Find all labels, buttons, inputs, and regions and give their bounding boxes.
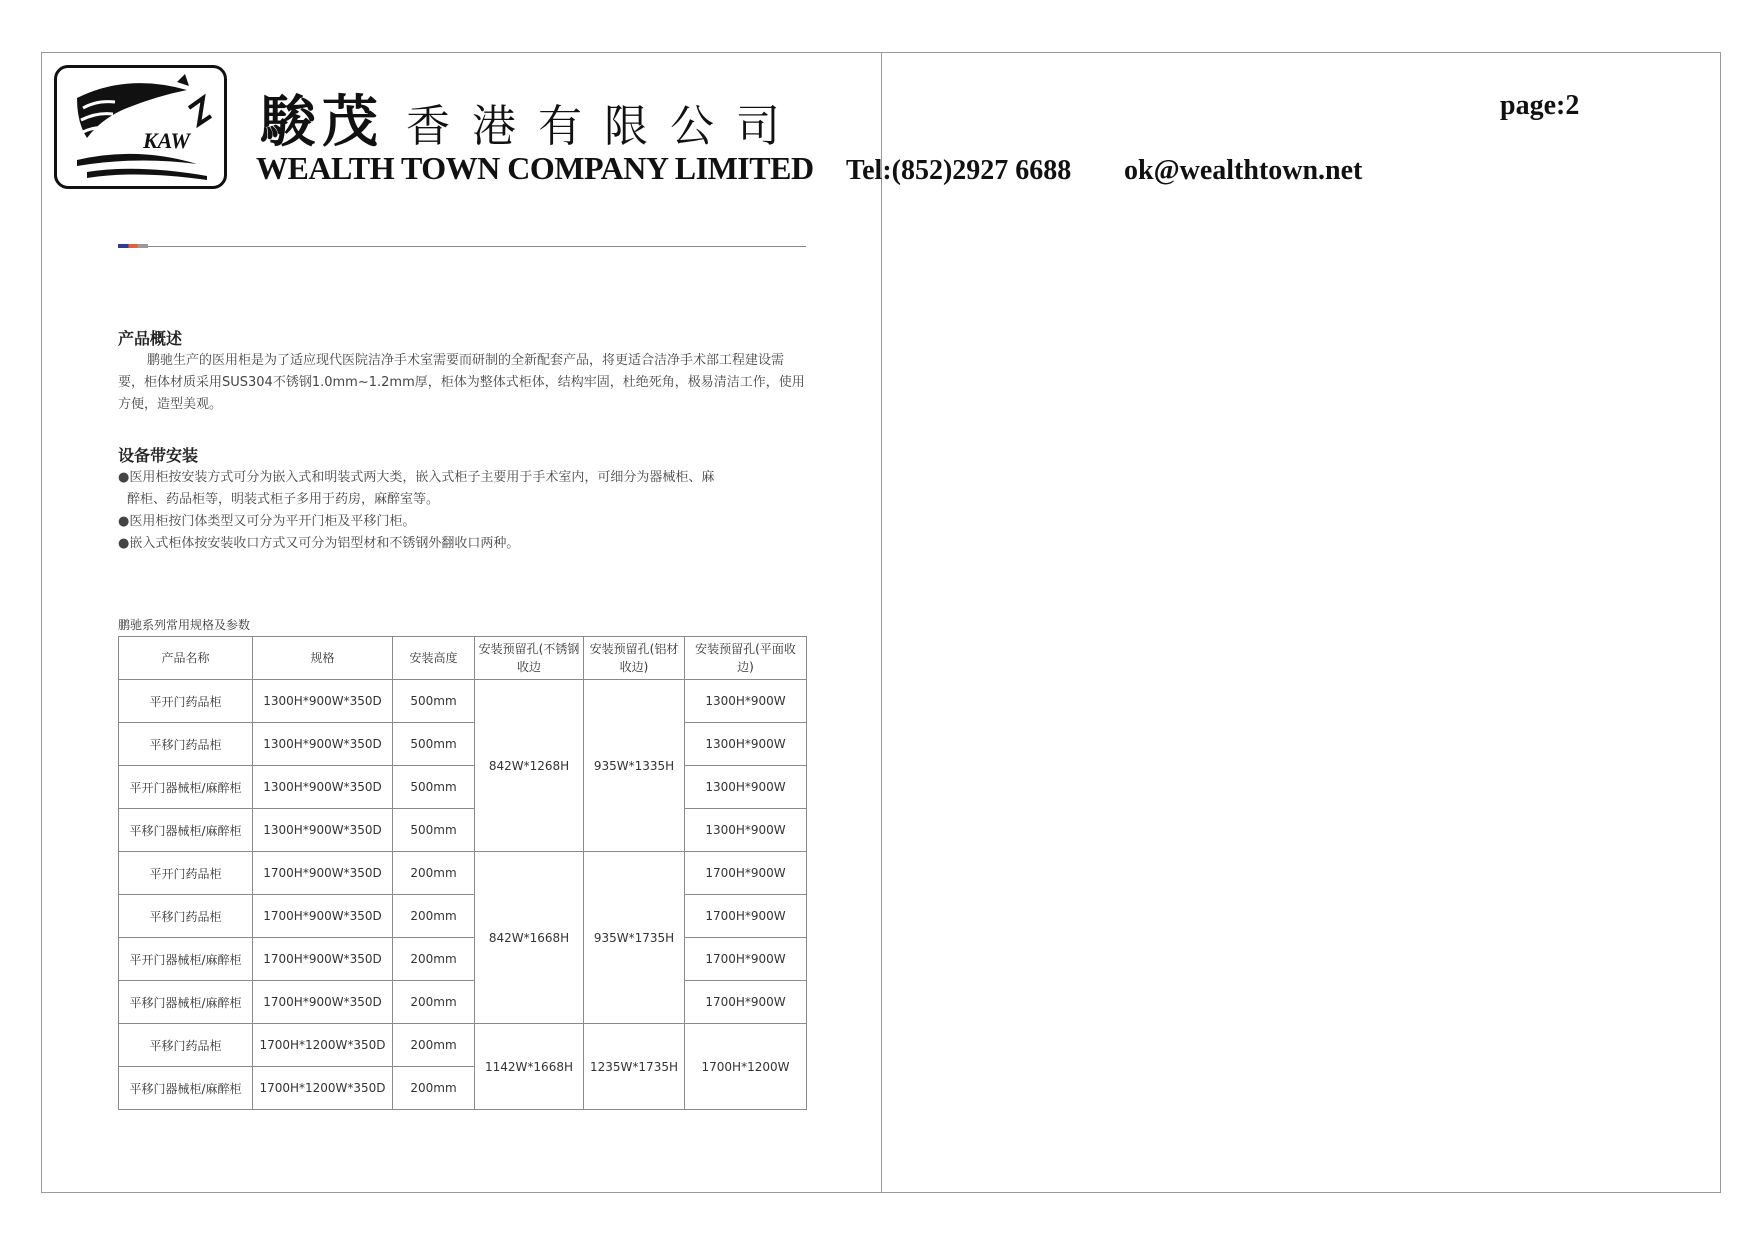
cell-spec: 1700H*900W*350D	[253, 981, 393, 1024]
company-name-cn	[260, 78, 802, 158]
company-name-cn-main: 駿茂	[260, 89, 384, 155]
header-spec: 规格	[253, 637, 393, 680]
cell-height: 200mm	[393, 1024, 475, 1067]
cell-height: 500mm	[393, 723, 475, 766]
cell-name: 平移门器械柜/麻醉柜	[119, 809, 253, 852]
cell-hole-flat: 1700H*900W	[685, 852, 807, 895]
cell-hole-al: 1235W*1735H	[584, 1024, 685, 1110]
header-hole-al: 安装预留孔(铝材收边)	[584, 637, 685, 680]
company-tel: Tel:(852)2927 6688	[846, 155, 1072, 186]
cell-hole-ss: 842W*1268H	[475, 680, 584, 852]
cell-spec: 1300H*900W*350D	[253, 723, 393, 766]
table-row	[119, 766, 807, 809]
cell-height: 200mm	[393, 852, 475, 895]
cell-spec: 1300H*900W*350D	[253, 809, 393, 852]
cell-name: 平移门药品柜	[119, 1024, 253, 1067]
section-rule-accent	[118, 244, 148, 248]
company-email: ok@wealthtown.net	[1124, 155, 1363, 186]
cell-height: 200mm	[393, 981, 475, 1024]
cell-hole-flat: 1700H*900W	[685, 938, 807, 981]
company-logo	[54, 65, 227, 189]
section-rule	[118, 246, 806, 247]
installation-bullet-1b: 醉柜、药品柜等，明装式柜子多用于药房，麻醉室等。	[127, 492, 440, 507]
cell-spec: 1700H*900W*350D	[253, 852, 393, 895]
cell-height: 500mm	[393, 766, 475, 809]
page-divider	[881, 52, 882, 1193]
cell-spec: 1300H*900W*350D	[253, 680, 393, 723]
cell-hole-ss: 1142W*1668H	[475, 1024, 584, 1110]
cell-spec: 1300H*900W*350D	[253, 766, 393, 809]
header-height: 安装高度	[393, 637, 475, 680]
table-row	[119, 895, 807, 938]
cell-name: 平移门器械柜/麻醉柜	[119, 981, 253, 1024]
company-name-en: WEALTH TOWN COMPANY LIMITED	[256, 150, 814, 186]
cell-name: 平移门药品柜	[119, 723, 253, 766]
table-row	[119, 981, 807, 1024]
page-number: page:2	[1500, 90, 1580, 121]
cell-name: 平移门药品柜	[119, 895, 253, 938]
table-row	[119, 1024, 807, 1067]
spec-table	[118, 636, 807, 1110]
cell-height: 200mm	[393, 938, 475, 981]
header-name: 产品名称	[119, 637, 253, 680]
table-header-row	[119, 637, 807, 680]
cell-hole-flat: 1700H*1200W	[685, 1024, 807, 1110]
cell-hole-ss: 842W*1668H	[475, 852, 584, 1024]
header-hole-ss: 安装预留孔(不锈钢收边	[475, 637, 584, 680]
table-caption: 鹏驰系列常用规格及参数	[118, 618, 251, 632]
company-name-cn-sub: 香港有限公司	[406, 101, 802, 152]
cell-name: 平移门器械柜/麻醉柜	[119, 1067, 253, 1110]
cell-hole-al: 935W*1335H	[584, 680, 685, 852]
table-row	[119, 938, 807, 981]
cell-hole-flat: 1700H*900W	[685, 895, 807, 938]
cell-hole-flat: 1300H*900W	[685, 723, 807, 766]
overview-title: 产品概述	[118, 329, 183, 348]
table-row	[119, 809, 807, 852]
installation-title: 设备带安装	[118, 446, 199, 465]
cell-name: 平开门药品柜	[119, 680, 253, 723]
table-row	[119, 723, 807, 766]
cell-height: 500mm	[393, 809, 475, 852]
table-row	[119, 680, 807, 723]
cell-hole-flat: 1300H*900W	[685, 809, 807, 852]
cell-spec: 1700H*900W*350D	[253, 938, 393, 981]
cell-name: 平开门器械柜/麻醉柜	[119, 766, 253, 809]
cell-height: 200mm	[393, 895, 475, 938]
installation-text	[118, 467, 808, 555]
cell-name: 平开门器械柜/麻醉柜	[119, 938, 253, 981]
table-row	[119, 852, 807, 895]
cell-hole-flat: 1300H*900W	[685, 680, 807, 723]
header-hole-flat: 安装预留孔(平面收边)	[685, 637, 807, 680]
installation-bullet-1a: ●医用柜按安装方式可分为嵌入式和明装式两大类，嵌入式柜子主要用于手术室内，可细分为器械柜、麻	[118, 470, 715, 485]
installation-bullet-3: ●嵌入式柜体按安装收口方式又可分为铝型材和不锈钢外翻收口两种。	[118, 536, 520, 551]
cell-hole-flat: 1700H*900W	[685, 981, 807, 1024]
logo-icon	[57, 68, 224, 186]
cell-name: 平开门药品柜	[119, 852, 253, 895]
cell-spec: 1700H*900W*350D	[253, 895, 393, 938]
cell-spec: 1700H*1200W*350D	[253, 1067, 393, 1110]
installation-bullet-2: ●医用柜按门体类型又可分为平开门柜及平移门柜。	[118, 514, 416, 529]
overview-paragraph: 鹏驰生产的医用柜是为了适应现代医院洁净手术室需要而研制的全新配套产品，将更适合洁净手术部工程建设需要，柜体材质采用SUS304不锈钢1.0mm~1.2mm厚，柜体为整体式柜体，结构牢固，杜绝死角，极易清洁工作，使用方便，造型美观。	[118, 353, 805, 412]
cell-hole-al: 935W*1735H	[584, 852, 685, 1024]
cell-spec: 1700H*1200W*350D	[253, 1024, 393, 1067]
cell-height: 200mm	[393, 1067, 475, 1110]
svg-text:KAW: KAW	[143, 128, 190, 153]
overview-text	[118, 350, 808, 416]
cell-height: 500mm	[393, 680, 475, 723]
cell-hole-flat: 1300H*900W	[685, 766, 807, 809]
